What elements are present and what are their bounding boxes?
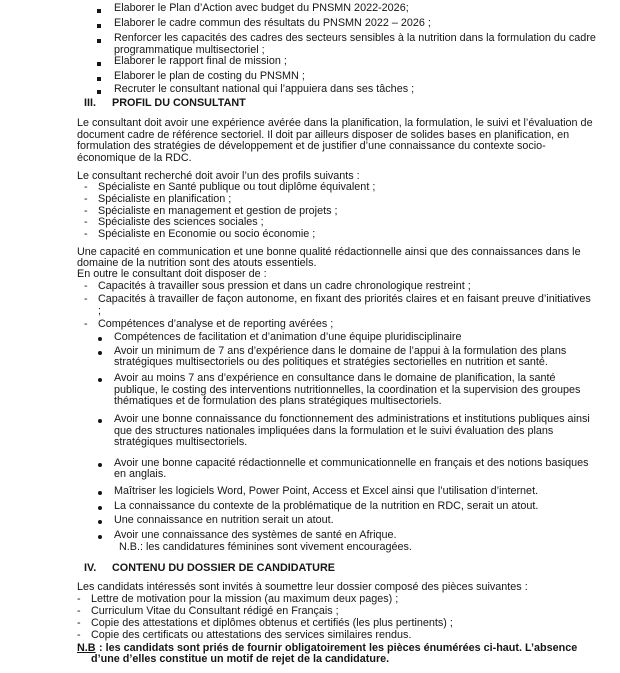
paragraph-line: document cadre de référence sectoriel. Il doit par ailleurs disposer de solides bases en planification, en [77, 129, 570, 141]
dash-bullet: - [84, 318, 88, 330]
square-bullet-icon [97, 62, 101, 66]
profile-item: Spécialiste en Economie ou socio économie ; [98, 228, 316, 240]
square-bullet-icon [97, 24, 101, 28]
dash-bullet: - [84, 181, 88, 193]
round-bullet-icon [98, 506, 102, 510]
paragraph-line: Le consultant doit avoir une expérience avérée dans la planification, la formulation, le suivi et l’évaluation de [77, 117, 593, 129]
task-item: Elaborer le cadre commun des résultats du PNSMN 2022 – 2026 ; [114, 17, 431, 29]
skill-line: La connaissance du contexte de la problématique de la nutrition en RDC, serait un atout. [114, 500, 539, 512]
section-title: CONTENU DU DOSSIER DE CANDIDATURE [112, 562, 335, 574]
round-bullet-icon [98, 491, 102, 495]
skill-line: stratégiques multisectoriels. [114, 436, 248, 448]
square-bullet-icon [97, 77, 101, 81]
paragraph-line: formulation des stratégies de développement et de justifier d’une connaissance du contexte socio- [77, 140, 546, 152]
profiles-intro: Le consultant recherché doit avoir l’un des profils suivants : [77, 170, 360, 182]
skill-line: thématiques et de formulation des plans stratégiques multisectoriels. [114, 395, 442, 407]
paragraph-line: économique de la RDC. [77, 152, 192, 164]
competences-item: Compétences d’analyse et de reporting avérées ; [98, 318, 334, 330]
section-heading-profil [84, 98, 484, 112]
square-bullet-icon [97, 39, 101, 43]
dash-bullet: - [84, 216, 88, 228]
round-bullet-icon [98, 535, 102, 539]
piece-item: Lettre de motivation pour la mission (au maximum deux pages) ; [91, 593, 399, 605]
task-item: Elaborer le Plan d’Action avec budget du PNSMN 2022-2026; [114, 2, 409, 14]
dash-bullet: - [84, 293, 88, 305]
capacity-line: Une capacité en communication et une bonne qualité rédactionnelle ainsi que des connaissances dans le [77, 246, 581, 258]
profile-item: Spécialiste des sciences sociales ; [98, 216, 264, 228]
round-bullet-icon [98, 463, 102, 467]
further-intro: En outre le consultant doit disposer de : [77, 268, 267, 280]
round-bullet-icon [98, 337, 102, 341]
section-title: PROFIL DU CONSULTANT [112, 97, 246, 109]
task-item: Recruter le consultant national qui l’appuiera dans ses tâches ; [114, 83, 415, 95]
square-bullet-icon [97, 90, 101, 94]
dash-bullet: - [84, 193, 88, 205]
profile-item: Spécialiste en management et gestion de projets ; [98, 205, 338, 217]
task-item-continuation: programmatique multisectoriel ; [114, 44, 265, 56]
dash-bullet: - [77, 629, 81, 641]
task-item: Renforcer les capacités des cadres des secteurs sensibles à la nutrition dans la formulation du cadre [114, 32, 596, 44]
skill-line: Avoir au moins 7 ans d’expérience en consultance dans le domaine de planification, la santé [114, 372, 556, 384]
skill-line: en anglais. [114, 468, 167, 480]
piece-item: Copie des certificats ou attestations des services similaires rendus. [91, 629, 412, 641]
dash-bullet: - [84, 280, 88, 292]
round-bullet-icon [98, 419, 102, 423]
skill-line: Compétences de facilitation et d’animation d’une équipe pluridisciplinaire [114, 331, 462, 343]
skill-line: publique, le costing des interventions nutritionnelles, la coordination et la supervision des groupes [114, 384, 581, 396]
dash-bullet: - [84, 205, 88, 217]
nb-rejet-paragraph [77, 643, 617, 669]
ability-item: Capacités à travailler de façon autonome, en fixant des priorités claires et en faisant preuve d’initiatives [98, 293, 591, 305]
skill-line: stratégiques multisectoriels ou des politiques et stratégies sectorielles en nutrition et santé. [114, 356, 548, 368]
task-item: Elaborer le plan de costing du PNSMN ; [114, 70, 305, 82]
skill-line: Maîtriser les logiciels Word, Power Point, Access et Excel ainsi que l’utilisation d’internet. [114, 485, 539, 497]
square-bullet-icon [97, 9, 101, 13]
nb-text: : les candidats sont priés de fournir obligatoirement les pièces énumérées ci-haut. L’absence [99, 642, 578, 654]
ability-item: Capacités à travailler sous pression et dans un cadre chronologique restreint ; [98, 280, 471, 292]
piece-item: Copie des attestations et diplômes obtenus et certifiés (les plus pertinents) ; [91, 617, 453, 629]
round-bullet-icon [98, 351, 102, 355]
dash-bullet: - [84, 228, 88, 240]
skill-line: Avoir une bonne connaissance du fonctionnement des administrations et institutions publiques ainsi [114, 413, 590, 425]
round-bullet-icon [98, 520, 102, 524]
skill-line: Avoir une bonne capacité rédactionnelle et communicationnelle en français et des notions basiques [114, 457, 589, 469]
task-item: Elaborer le rapport final de mission ; [114, 55, 287, 67]
dash-bullet: - [77, 617, 81, 629]
nb-text-continuation: d’une d’elles constitue un motif de rejet de la candidature. [91, 653, 390, 665]
nb-candidatures: N.B.: les candidatures féminines sont vivement encouragées. [119, 541, 412, 553]
skill-line: Avoir une connaissance des systèmes de santé en Afrique. [114, 529, 397, 541]
section-heading-contenu [84, 563, 484, 577]
profile-item: Spécialiste en planification ; [98, 193, 232, 205]
section-number: IV. [84, 562, 97, 574]
piece-item: Curriculum Vitae du Consultant rédigé en Français ; [91, 605, 339, 617]
dash-bullet: - [77, 593, 81, 605]
section-number: III. [84, 97, 96, 109]
dossier-intro: Les candidats intéressés sont invités à soumettre leur dossier composé des pièces suivantes : [77, 581, 528, 593]
nb-label: N.B [77, 642, 96, 654]
skill-line: que des structures nationales impliquées dans la formulation et le suivi évaluation des plans [114, 425, 554, 437]
skill-line: Une connaissance en nutrition serait un atout. [114, 514, 334, 526]
dash-bullet: - [77, 605, 81, 617]
round-bullet-icon [98, 378, 102, 382]
ability-item-continuation: ; [98, 305, 101, 317]
skill-line: Avoir un minimum de 7 ans d’expérience dans le domaine de l’appui à la formulation des plans [114, 345, 567, 357]
profile-item: Spécialiste en Santé publique ou tout diplôme équivalent ; [98, 181, 376, 193]
capacity-line: domaine de la nutrition sont des atouts essentiels. [77, 257, 317, 269]
